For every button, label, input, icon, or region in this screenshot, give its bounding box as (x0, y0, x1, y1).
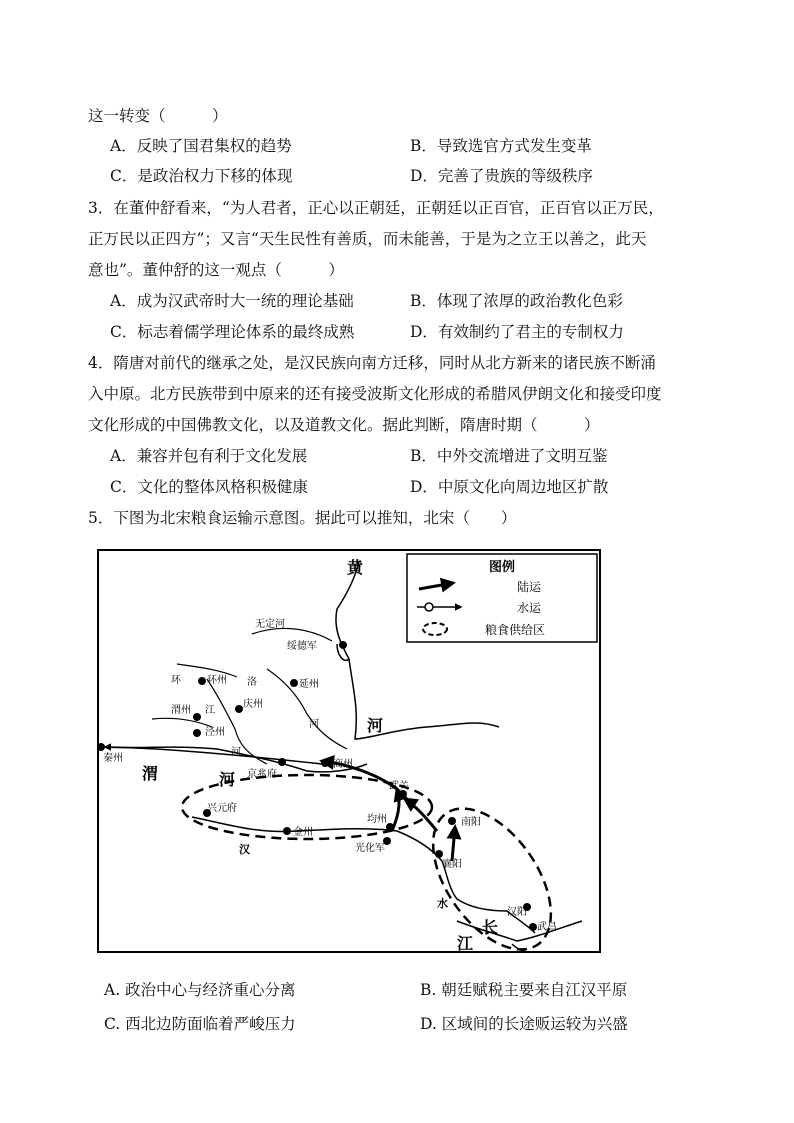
place-hanyang: 汉阳 (507, 907, 527, 918)
place-qingzhou: 庆州 (243, 699, 263, 710)
river-label-shui: 水 (437, 897, 448, 910)
q2-option-b[interactable]: B．导致选官方式发生变革 (410, 137, 592, 155)
place-suidejun: 绥德军 (287, 641, 317, 652)
q4-stem-line-3: 文化形成的中国佛教文化，以及道教文化。据此判断，隋唐时期（ ） (88, 416, 600, 434)
legend-water-label: 水运 (517, 601, 542, 615)
q4-stem-line-1: 4．隋唐对前代的继承之处，是汉民族向南方迁移，同时从北方新来的诸民族不断涌 (88, 354, 656, 372)
place-xiangyang: 襄阳 (442, 859, 462, 870)
legend-zone-label: 粮食供给区 (485, 623, 546, 637)
q3-option-a[interactable]: A．成为汉武帝时大一统的理论基础 (110, 292, 354, 310)
q5-option-a[interactable]: A. 政治中心与经济重心分离 (104, 981, 296, 999)
q4-option-b[interactable]: B．中外交流增进了文明互鉴 (410, 447, 608, 465)
river-label-chang: 长 (482, 918, 499, 937)
river-label-he: 河 (367, 716, 384, 735)
q5-option-c[interactable]: C. 西北边防面临着严峻压力 (104, 1015, 296, 1033)
place-huanzhou: 环州 (207, 675, 227, 686)
place-shangzhou: 商州 (333, 759, 353, 770)
place-wuguan: 武关 (389, 781, 409, 792)
river-label-he-small: 河 (309, 719, 319, 730)
legend-land-label: 陆运 (517, 580, 542, 594)
q2-option-c[interactable]: C．是政治权力下移的体现 (110, 167, 293, 185)
map-legend (407, 554, 597, 642)
river-label-luo: 洛 (247, 677, 257, 688)
river-label-wei-he: 河 (219, 770, 236, 789)
river-label-han: 汉 (239, 843, 250, 856)
q4-option-c[interactable]: C．文化的整体风格积极健康 (110, 478, 308, 496)
q2-option-d[interactable]: D．完善了贵族的等级秩序 (410, 167, 593, 185)
q3-stem-line-3: 意也”。董仲舒的这一观点（ ） (88, 261, 344, 279)
q3-stem-line-2: 正万民以正四方”；又言“天生民性有善质，而未能善，于是为之立王以善之，此天 (88, 230, 647, 248)
place-yanzhou: 延州 (299, 679, 319, 690)
river-label-wudinghe: 无定河 (255, 619, 285, 630)
place-jinzhou: 金州 (293, 827, 313, 838)
q3-option-b[interactable]: B．体现了浓厚的政治教化色彩 (410, 292, 623, 310)
place-nanyang: 南阳 (461, 817, 481, 828)
q5-option-d[interactable]: D. 区域间的长途贩运较为兴盛 (420, 1015, 628, 1033)
q3-option-c[interactable]: C．标志着儒学理论体系的最终成熟 (110, 323, 355, 341)
river-label-huang: 黄 (347, 558, 364, 577)
place-guanghuajun: 光化军 (355, 843, 385, 854)
place-jingzhaofu: 京兆府 (247, 769, 277, 780)
legend-title: 图例 (488, 560, 516, 575)
q5-option-b[interactable]: B. 朝廷赋税主要来自江汉平原 (420, 981, 628, 999)
q4-option-a[interactable]: A．兼容并包有利于文化发展 (110, 447, 308, 465)
river-label-jiang: 江 (457, 934, 474, 953)
place-wuchang: 武昌 (537, 922, 557, 933)
place-jingzhou: 泾州 (205, 727, 225, 738)
q3-stem-line-1: 3．在董仲舒看来，“为人君者，正心以正朝廷，正朝廷以正百官，正百官以正万民， (88, 199, 664, 217)
q5-stem: 5．下图为北宋粮食运输示意图。据此可以推知，北宋（ ） (88, 509, 517, 527)
river-label-wei: 渭 (142, 764, 159, 783)
q2-option-a[interactable]: A．反映了国君集权的趋势 (110, 137, 292, 155)
place-huan: 环 (171, 675, 181, 686)
river-label-he-small-2: 河 (231, 747, 241, 758)
q2-stem: 这一转变（ ） (88, 107, 228, 125)
q4-stem-line-2: 入中原。北方民族带到中原来的还有接受波斯文化形成的希腊风伊朗文化和接受印度 (88, 385, 662, 403)
place-weizhou: 渭州 (171, 705, 191, 716)
place-junzhou: 均州 (367, 814, 387, 825)
place-xingyuanfu: 兴元府 (207, 803, 237, 814)
q3-option-d[interactable]: D．有效制约了君主的专制权力 (410, 323, 624, 341)
river-label-jiang-small: 江 (205, 705, 215, 716)
place-qinzhou: 秦州 (103, 753, 123, 764)
grain-transport-map (97, 549, 601, 953)
q4-option-d[interactable]: D．中原文化向周边地区扩散 (410, 478, 609, 496)
